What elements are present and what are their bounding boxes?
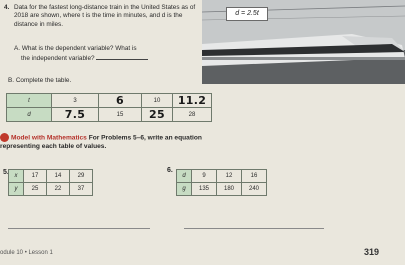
table-cell: 240 bbox=[242, 183, 267, 196]
section-instructions: For Problems 5–6, write an equation bbox=[88, 134, 202, 142]
model-with-mathematics bbox=[0, 133, 400, 151]
table-cell: 3 bbox=[52, 94, 99, 108]
table-header-x: x bbox=[9, 170, 24, 183]
problem-6-number: 6. bbox=[167, 167, 173, 174]
part-a bbox=[14, 44, 199, 63]
table-row bbox=[7, 108, 212, 122]
module-label: odule 10 • Lesson 1 bbox=[0, 250, 53, 256]
table-header-d: d bbox=[177, 170, 192, 183]
table-header-t: t bbox=[7, 94, 52, 108]
table-cell: 12 bbox=[217, 170, 242, 183]
table-t-d bbox=[6, 93, 212, 122]
handwritten-answer[interactable]: 11.2 bbox=[173, 94, 212, 108]
table-d-g bbox=[176, 169, 267, 196]
section-title: Model with Mathematics bbox=[11, 134, 87, 142]
table-cell: 135 bbox=[192, 183, 217, 196]
section-instructions-cont: representing each table of values. bbox=[0, 143, 107, 151]
answer-blank[interactable] bbox=[96, 53, 148, 60]
handwritten-answer[interactable]: 7.5 bbox=[52, 108, 99, 122]
table-cell: 14 bbox=[47, 170, 70, 183]
table-cell: 180 bbox=[217, 183, 242, 196]
table-x-y bbox=[8, 169, 93, 196]
part-a-question-cont: the independent variable? bbox=[21, 55, 95, 62]
table-row bbox=[177, 170, 267, 183]
table-cell: 16 bbox=[242, 170, 267, 183]
table-header-d: d bbox=[7, 108, 52, 122]
problem-5-number: 5. bbox=[3, 169, 9, 176]
problem-text: Data for the fastest long-distance train in the United States as of 2018 are shown, where t is the time in minutes, and d is the distance in miles. bbox=[14, 4, 196, 28]
part-b: B. Complete the table. bbox=[8, 77, 72, 84]
equation-box: d = 2.5t bbox=[226, 7, 268, 21]
problem-4 bbox=[4, 4, 204, 29]
handwritten-answer[interactable]: 6 bbox=[99, 94, 142, 108]
table-cell: 9 bbox=[192, 170, 217, 183]
table-row bbox=[9, 183, 93, 196]
table-cell: 28 bbox=[173, 108, 212, 122]
page-number: 319 bbox=[364, 247, 380, 257]
table-cell: 10 bbox=[142, 94, 173, 108]
table-cell: 22 bbox=[47, 183, 70, 196]
answer-line-5[interactable] bbox=[8, 228, 150, 229]
table-row bbox=[177, 183, 267, 196]
mathematical-practice-icon bbox=[0, 133, 9, 142]
table-cell: 17 bbox=[24, 170, 47, 183]
table-cell: 37 bbox=[70, 183, 93, 196]
table-header-y: y bbox=[9, 183, 24, 196]
problem-number: 4. bbox=[4, 4, 10, 11]
table-cell: 25 bbox=[24, 183, 47, 196]
part-a-question: A. What is the dependent variable? What is bbox=[14, 45, 137, 52]
answer-line-6[interactable] bbox=[184, 228, 324, 229]
handwritten-answer[interactable]: 25 bbox=[142, 108, 173, 122]
table-cell: 15 bbox=[99, 108, 142, 122]
table-row bbox=[9, 170, 93, 183]
table-header-g: g bbox=[177, 183, 192, 196]
table-cell: 29 bbox=[70, 170, 93, 183]
table-row bbox=[7, 94, 212, 108]
